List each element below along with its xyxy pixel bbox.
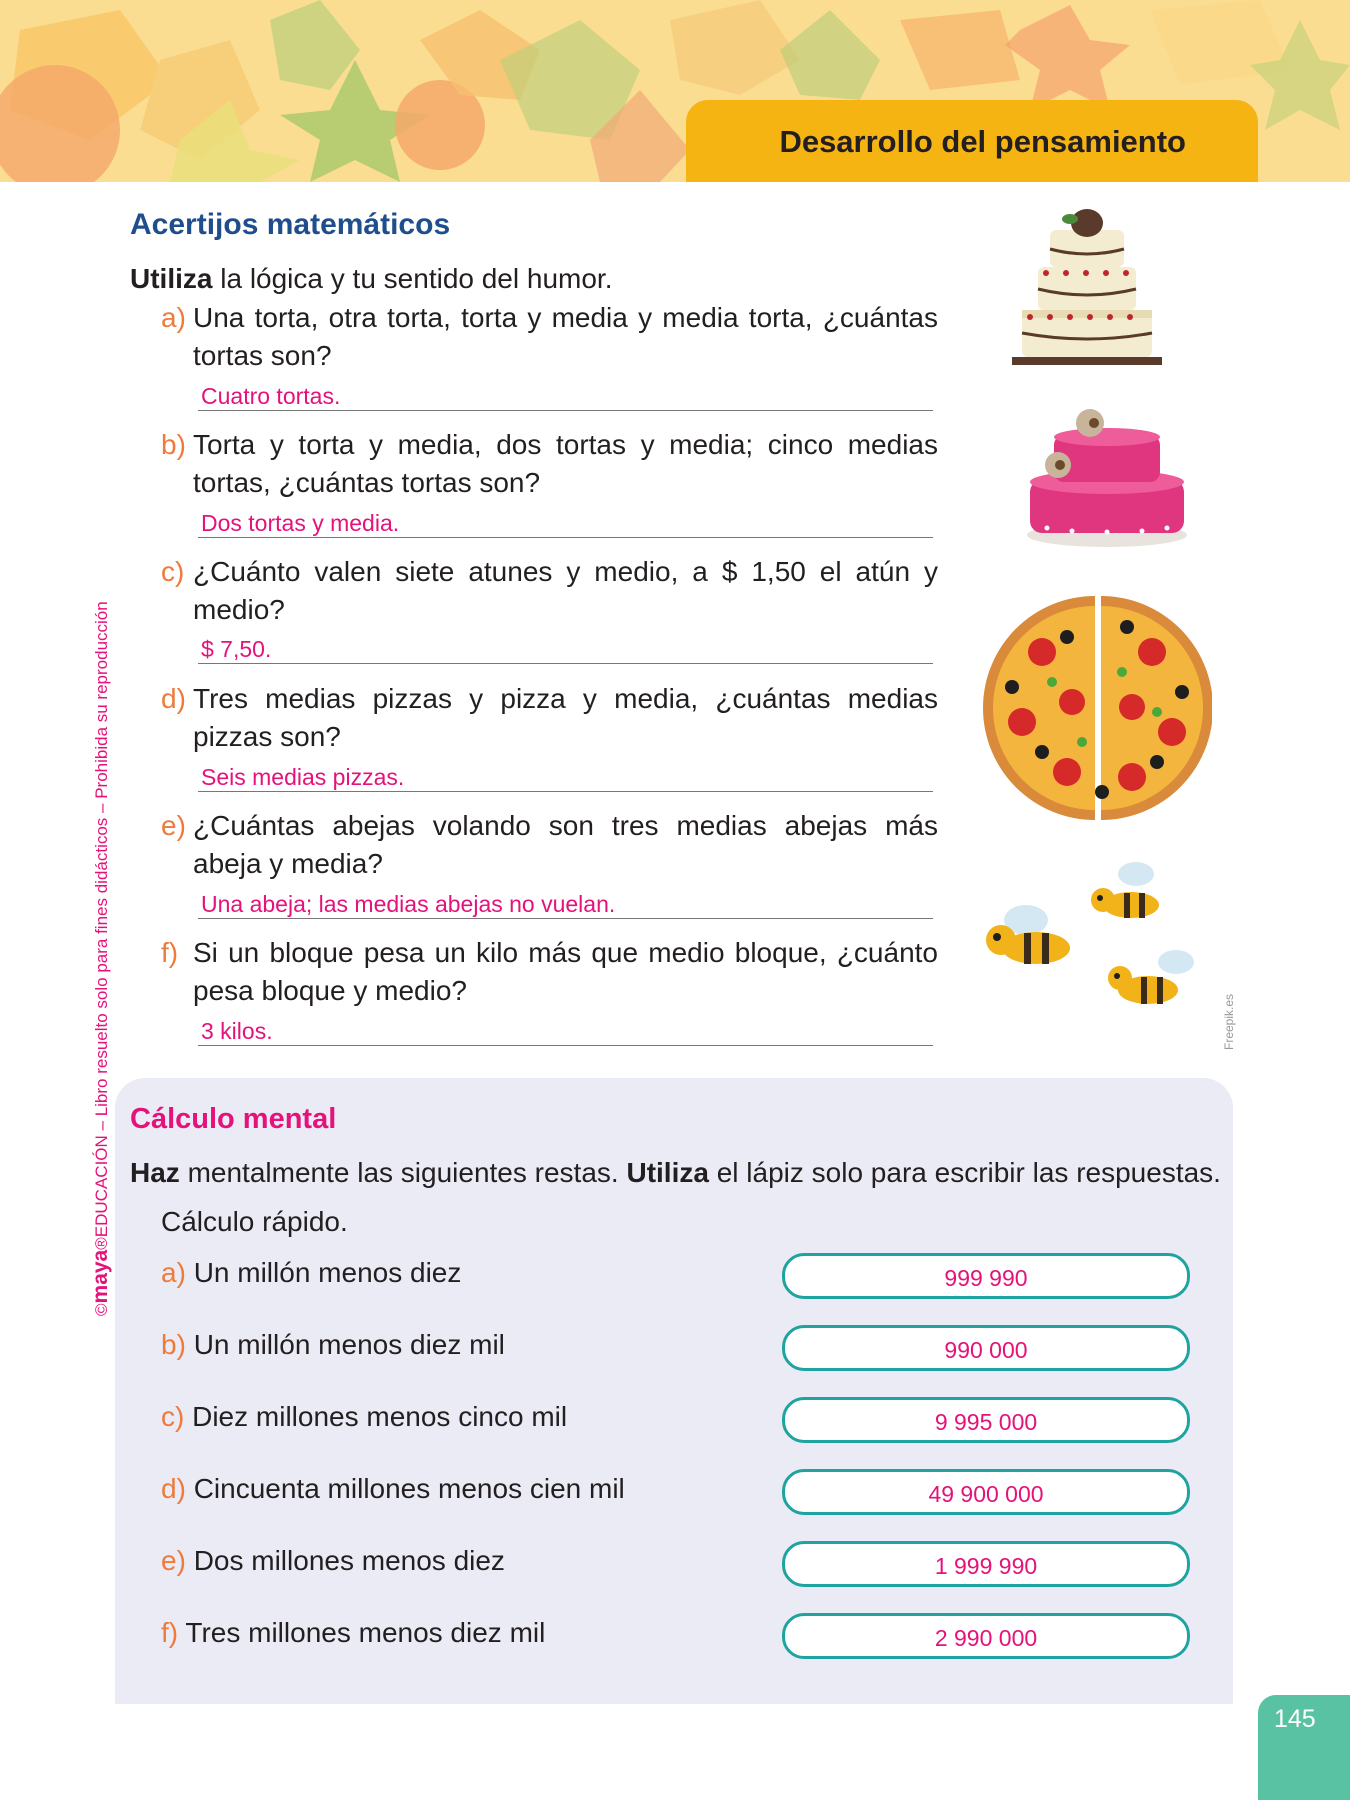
item-letter: c) (161, 1401, 185, 1432)
answer-value: 9 995 000 (934, 1409, 1038, 1435)
answer-box-b[interactable] (782, 1325, 1190, 1371)
answer-line-e (198, 886, 933, 919)
instruction-text: el lápiz solo para escribir las respuestas. (708, 1157, 1221, 1188)
header-banner (0, 0, 1350, 182)
riddle-f (161, 934, 938, 1010)
mental-item-a (161, 1257, 461, 1289)
bee-icon (1108, 950, 1194, 1004)
riddles-instruction (130, 263, 612, 295)
item-text: Tres millones menos diez mil (185, 1617, 546, 1648)
copyright-symbol: © (92, 1303, 111, 1316)
copyright-text: EDUCACIÓN – Libro resuelto solo para fines didácticos – Prohibida su reproducción (92, 601, 111, 1238)
answer-value: 1 999 990 (934, 1553, 1038, 1579)
answer-value: 990 000 (944, 1337, 1028, 1363)
registered-symbol: ® (92, 1237, 111, 1250)
riddle-answer: Seis medias pizzas. (201, 764, 405, 790)
answer-box-c[interactable] (782, 1397, 1190, 1443)
tiered-cake-illustration (1010, 205, 1190, 370)
brand-logo: maya (89, 1249, 112, 1304)
pizza-illustration (982, 592, 1212, 827)
mental-item-e (161, 1545, 505, 1577)
bee-icon (986, 905, 1070, 964)
mental-math-title: Cálculo mental (130, 1103, 337, 1135)
riddle-e (161, 807, 938, 883)
riddle-b (161, 426, 938, 502)
item-text: Un millón menos diez mil (193, 1329, 505, 1360)
riddle-letter: a) (161, 302, 186, 333)
instruction-verb: Haz (130, 1157, 180, 1188)
riddle-a (161, 299, 938, 375)
answer-line-d (198, 759, 933, 792)
riddle-answer: 3 kilos. (201, 1018, 273, 1044)
page-number-tab (1258, 1695, 1350, 1800)
item-letter: a) (161, 1257, 186, 1288)
item-letter: e) (161, 1545, 186, 1576)
section-tab (686, 100, 1258, 182)
answer-value: 2 990 000 (934, 1625, 1038, 1651)
pink-cake-illustration (1022, 405, 1192, 550)
riddle-question: ¿Cuántas abejas volando son tres medias abejas más abeja y media? (193, 810, 938, 879)
mental-item-f (161, 1617, 545, 1649)
item-text: Un millón menos diez (193, 1257, 462, 1288)
mental-item-b (161, 1329, 505, 1361)
item-letter: d) (161, 1473, 186, 1504)
riddle-answer: Una abeja; las medias abejas no vuelan. (201, 891, 616, 917)
bee-icon (1091, 862, 1159, 918)
riddle-question: Torta y torta y media, dos tortas y media; cinco medias tortas, ¿cuántas tortas son? (193, 429, 938, 498)
instruction-text: la lógica y tu sentido del humor. (212, 263, 613, 294)
section-title: Desarrollo del pensamiento (779, 124, 1186, 159)
mental-item-c (161, 1401, 567, 1433)
answer-line-c (198, 631, 933, 664)
answer-line-f (198, 1013, 933, 1046)
riddle-letter: d) (161, 683, 186, 714)
riddle-c (161, 553, 938, 629)
answer-value: 999 990 (944, 1265, 1028, 1291)
answer-box-f[interactable] (782, 1613, 1190, 1659)
riddle-question: Una torta, otra torta, torta y media y media torta, ¿cuántas tortas son? (193, 302, 938, 371)
answer-box-d[interactable] (782, 1469, 1190, 1515)
riddle-question: ¿Cuánto valen siete atunes y medio, a $ 1,50 el atún y medio? (193, 556, 938, 625)
answer-box-a[interactable] (782, 1253, 1190, 1299)
riddle-letter: b) (161, 429, 186, 460)
riddle-letter: f) (161, 937, 179, 968)
item-text: Diez millones menos cinco mil (192, 1401, 568, 1432)
answer-line-a (198, 378, 933, 411)
item-letter: b) (161, 1329, 186, 1360)
mental-math-subtitle: Cálculo rápido. (161, 1206, 348, 1237)
riddles-title: Acertijos matemáticos (130, 208, 451, 241)
answer-value: 49 900 000 (928, 1481, 1044, 1507)
image-credit: Freepik.es (1222, 993, 1236, 1050)
riddle-letter: c) (161, 556, 185, 587)
riddle-answer: $ 7,50. (201, 636, 272, 662)
item-text: Cincuenta millones menos cien mil (193, 1473, 625, 1504)
riddle-letter: e) (161, 810, 186, 841)
riddle-d (161, 680, 938, 756)
riddle-answer: Cuatro tortas. (201, 383, 341, 409)
instruction-verb: Utiliza (130, 263, 213, 294)
instruction-verb: Utiliza (626, 1157, 709, 1188)
item-text: Dos millones menos diez (193, 1545, 505, 1576)
riddle-question: Si un bloque pesa un kilo más que medio bloque, ¿cuánto pesa bloque y medio? (193, 937, 938, 1006)
riddle-answer: Dos tortas y media. (201, 510, 400, 536)
mental-item-d (161, 1473, 625, 1505)
riddle-question: Tres medias pizzas y pizza y media, ¿cuántas medias pizzas son? (193, 683, 938, 752)
answer-line-b (198, 505, 933, 538)
page-number: 145 (1274, 1705, 1316, 1733)
instruction-text: mentalmente las siguientes restas. (179, 1157, 627, 1188)
bees-illustration (976, 860, 1206, 1020)
item-letter: f) (161, 1617, 179, 1648)
mental-math-instruction (130, 1157, 1221, 1189)
answer-box-e[interactable] (782, 1541, 1190, 1587)
